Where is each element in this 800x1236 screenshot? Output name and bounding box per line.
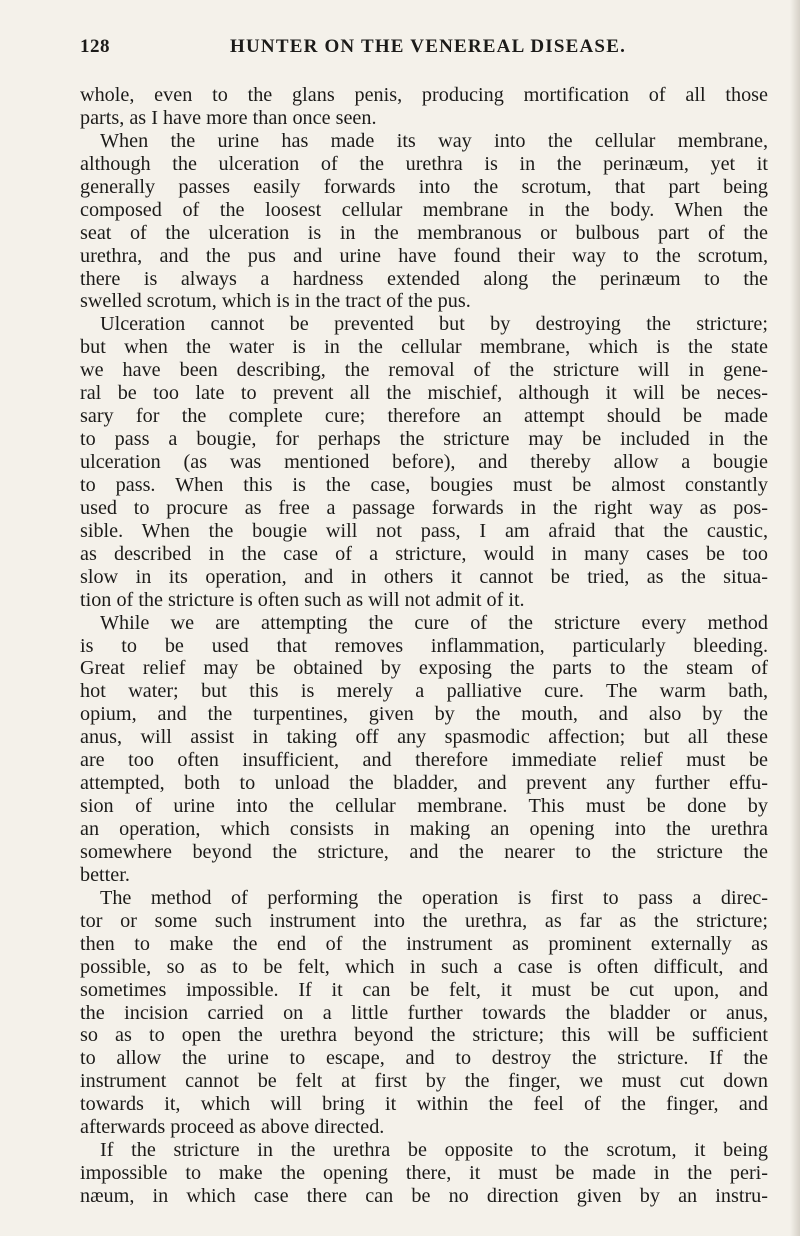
text-line: to pass a bougie, for perhaps the stricture may be included in the [80,428,768,451]
text-line: næum, in which case there can be no direction given by an instru- [80,1185,768,1207]
text-line: used to procure as free a passage forwards in the right way as pos- [80,496,768,519]
text-line: better. [80,863,130,886]
text-line: there is always a hardness extended along the perinæum to the [80,267,768,290]
text-line: to pass. When this is the case, bougies must be almost constantly [80,473,768,496]
page-number: 128 [80,36,110,57]
text-line: While we are attempting the cure of the stricture every method [100,611,768,634]
text-line: an operation, which consists in making an opening into the urethra [80,818,768,840]
text-line: slow in its operation, and in others it cannot be tried, as the situa- [80,565,768,588]
text-line: sometimes impossible. If it can be felt, it must be cut upon, and [80,978,768,1001]
text-line: ral be too late to prevent all the mischief, although it will be neces- [80,382,768,405]
text-line: whole, even to the glans penis, producing mortification of all those [80,84,768,106]
running-head: HUNTER ON THE VENEREAL DISEASE. [230,36,627,57]
text-line: tion of the stricture is often such as will not admit of it. [80,588,525,611]
text-line: possible, so as to be felt, which in such a case is often difficult, and [80,955,768,978]
text-line: Ulceration cannot be prevented but by destroying the stricture; [100,313,768,336]
page-edge-shadow [790,0,800,1236]
text-line: are too often insufficient, and therefore immediate relief must be [80,749,768,772]
text-line: ulceration (as was mentioned before), and thereby allow a bougie [80,451,768,473]
text-line: afterwards proceed as above directed. [80,1116,385,1139]
text-line: then to make the end of the instrument as prominent externally as [80,932,768,955]
text-line: attempted, both to unload the bladder, and prevent any further effu- [80,772,768,795]
text-line: urethra, and the pus and urine have found their way to the scrotum, [80,244,768,267]
text-line: sible. When the bougie will not pass, I am afraid that the caustic, [80,519,768,542]
text-line: the incision carried on a little further towards the bladder or anus, [80,1001,768,1024]
text-line: so as to open the urethra beyond the stricture; this will be sufficient [80,1024,768,1047]
text-line: we have been describing, the removal of the stricture will in gene- [80,359,768,382]
text-line: tor or some such instrument into the urethra, as far as the stricture; [80,909,768,932]
text-line: sion of urine into the cellular membrane. This must be done by [80,795,768,818]
text-line: parts, as I have more than once seen. [80,106,377,129]
text-line: Great relief may be obtained by exposing the parts to the steam of [80,657,768,680]
text-line: although the ulceration of the urethra is in the perinæum, yet it [80,152,768,175]
page-header [80,36,776,64]
text-line: impossible to make the opening there, it must be made in the peri- [80,1162,768,1185]
body-text [80,84,768,1208]
text-line: as described in the case of a stricture, would in many cases be too [80,542,768,565]
text-line: composed of the loosest cellular membrane in the body. When the [80,198,768,221]
text-line: instrument cannot be felt at first by the finger, we must cut down [80,1070,768,1093]
text-line: sary for the complete cure; therefore an attempt should be made [80,405,768,428]
text-line: If the stricture in the urethra be opposite to the scrotum, it being [100,1139,768,1162]
text-line: generally passes easily forwards into the scrotum, that part being [80,175,768,198]
text-line: When the urine has made its way into the cellular membrane, [100,129,768,152]
text-line: The method of performing the operation is first to pass a direc- [100,886,768,909]
text-line: to allow the urine to escape, and to destroy the stricture. If the [80,1047,768,1070]
text-line: anus, will assist in taking off any spasmodic affection; but all these [80,726,768,749]
text-line: swelled scrotum, which is in the tract of the pus. [80,290,471,313]
text-line: but when the water is in the cellular membrane, which is the state [80,336,768,359]
text-line: opium, and the turpentines, given by the mouth, and also by the [80,703,768,726]
text-line: is to be used that removes inflammation, particularly bleeding. [80,634,768,657]
text-line: towards it, which will bring it within the feel of the finger, and [80,1093,768,1116]
text-line: somewhere beyond the stricture, and the nearer to the stricture the [80,840,768,863]
text-line: hot water; but this is merely a palliative cure. The warm bath, [80,680,768,703]
text-line: seat of the ulceration is in the membranous or bulbous part of the [80,221,768,244]
